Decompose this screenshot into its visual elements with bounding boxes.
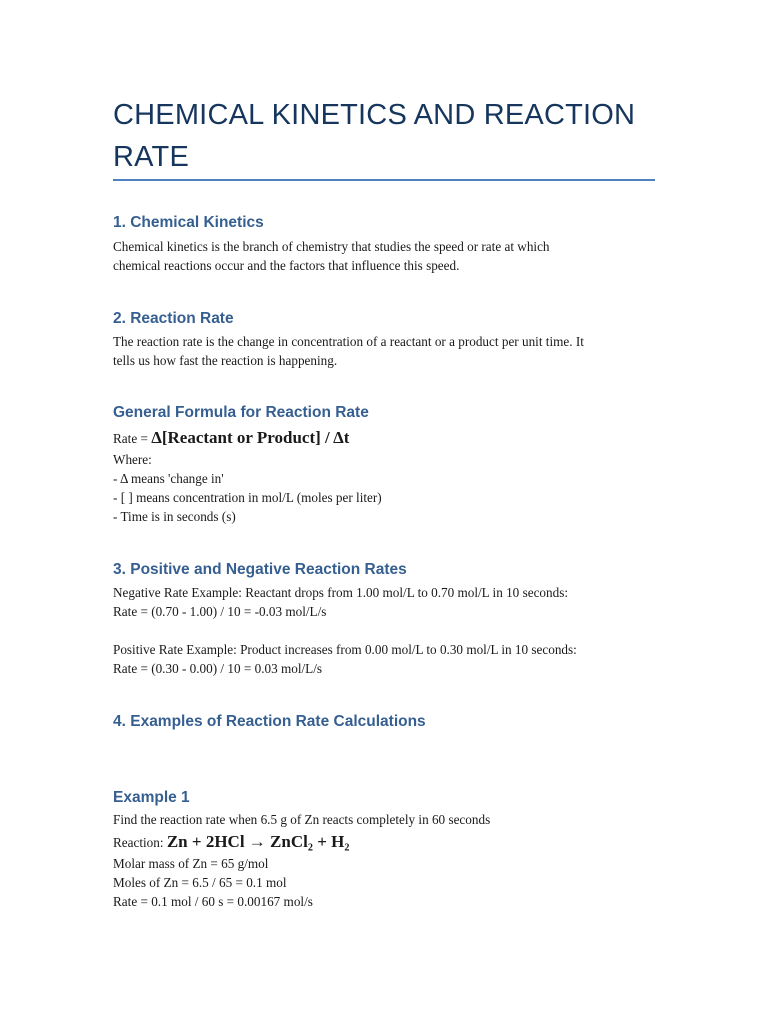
paragraph-line: Rate = (0.30 - 0.00) / 10 = 0.03 mol/L/s	[113, 661, 323, 676]
paragraph-line: The reaction rate is the change in concentration of a reactant or a product per unit time. It	[113, 334, 584, 349]
paragraph-line: Positive Rate Example: Product increases from 0.00 mol/L to 0.30 mol/L in 10 seconds:	[113, 642, 577, 657]
paragraph-line: Rate = (0.70 - 1.00) / 10 = -0.03 mol/L/s	[113, 604, 327, 619]
formula-expression: Δ[Reactant or Product] / Δt	[151, 428, 350, 447]
reaction-line	[113, 832, 349, 852]
paragraph-line: Negative Rate Example: Reactant drops from 1.00 mol/L to 0.70 mol/L in 10 seconds:	[113, 585, 568, 600]
formula-prefix: Rate =	[113, 431, 152, 446]
heading-positive-negative: 3. Positive and Negative Reaction Rates	[113, 561, 407, 578]
heading-example-1: Example 1	[113, 789, 190, 806]
heading-reaction-rate: 2. Reaction Rate	[113, 310, 234, 327]
paragraph-line: tells us how fast the reaction is happening.	[113, 353, 338, 368]
reaction-equation: Zn + 2HCl → ZnCl₂ + H₂	[166, 832, 350, 851]
list-item: - Time is in seconds (s)	[113, 509, 236, 524]
heading-chemical-kinetics: 1. Chemical Kinetics	[113, 214, 264, 231]
paragraph-line: Moles of Zn = 6.5 / 65 = 0.1 mol	[113, 875, 287, 890]
paragraph-line: Where:	[113, 452, 152, 467]
title-divider	[113, 179, 655, 181]
page-title: CHEMICAL KINETICS AND REACTION RATE	[113, 99, 636, 173]
paragraph-line: chemical reactions occur and the factors that influence this speed.	[113, 258, 460, 273]
list-item: - [ ] means concentration in mol/L (moles per liter)	[113, 490, 382, 505]
reaction-prefix: Reaction:	[113, 835, 167, 850]
paragraph-line: Chemical kinetics is the branch of chemistry that studies the speed or rate at which	[113, 239, 550, 254]
paragraph-line: Find the reaction rate when 6.5 g of Zn reacts completely in 60 seconds	[113, 812, 491, 827]
heading-general-formula: General Formula for Reaction Rate	[113, 404, 369, 421]
list-item: - Δ means 'change in'	[113, 471, 224, 486]
heading-examples: 4. Examples of Reaction Rate Calculations	[113, 713, 426, 730]
paragraph-line: Rate = 0.1 mol / 60 s = 0.00167 mol/s	[113, 894, 313, 909]
formula-line	[113, 428, 349, 448]
paragraph-line: Molar mass of Zn = 65 g/mol	[113, 856, 269, 871]
